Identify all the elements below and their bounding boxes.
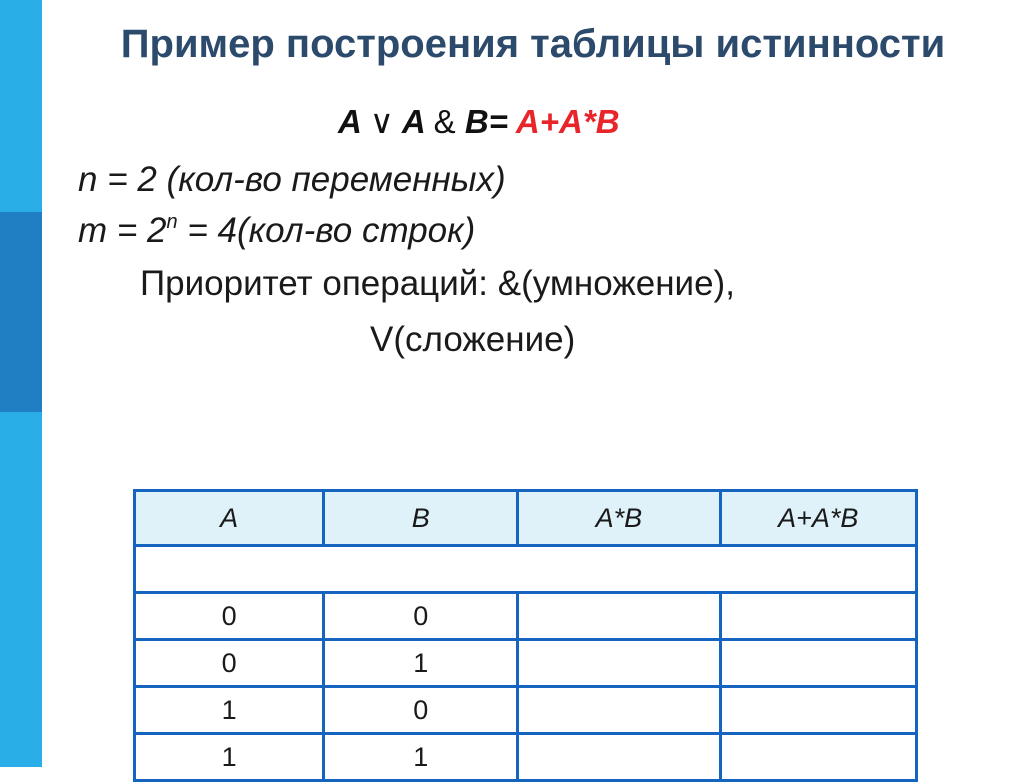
cell-b: 1 [324,640,518,687]
header-b: B [324,491,518,546]
cell-a: 0 [135,640,324,687]
formula-b: B= [464,103,508,140]
formula-and: & [433,103,456,140]
table-row [135,593,917,640]
priority-line-1: Приоритет операций: &(умножение), [140,264,735,303]
formula-a2: A [401,103,425,140]
cell-result [720,734,916,781]
header-a-and-b: A*B [518,491,720,546]
cell-a-and-b [518,640,720,687]
rows-count-suffix: = 4(кол-во строк) [177,211,476,250]
slide-title: Пример построения таблицы истинности [120,22,946,66]
cell-a-and-b [518,687,720,734]
rows-count-line [78,211,475,251]
table-header-row [135,491,917,546]
cell-a: 1 [135,687,324,734]
priority-line-2: V(сложение) [370,320,576,359]
side-bar-segment-bottom [0,412,42,767]
variables-count-line: n = 2 (кол-во переменных) [78,160,506,199]
header-result: A+A*B [720,491,916,546]
table-row [135,640,917,687]
cell-b: 1 [324,734,518,781]
formula-a1: A [338,103,361,140]
rows-count-prefix: m = 2 [78,211,167,250]
side-accent-bar [0,0,42,767]
formula-or: ∨ [369,103,394,140]
cell-b: 0 [324,687,518,734]
formula-result: A+A*B [515,103,620,140]
cell-a: 1 [135,734,324,781]
table-row [135,687,917,734]
cell-result [720,640,916,687]
table-row [135,734,917,781]
cell-a-and-b [518,734,720,781]
header-a: A [135,491,324,546]
header-gap [135,546,917,593]
truth-table [133,489,918,782]
rows-count-exponent: n [166,211,178,233]
formula [338,102,620,141]
cell-a: 0 [135,593,324,640]
cell-result [720,593,916,640]
header-gap-cell [135,546,917,593]
cell-a-and-b [518,593,720,640]
cell-b: 0 [324,593,518,640]
side-bar-segment-middle [0,212,42,412]
side-bar-segment-top [0,0,42,212]
cell-result [720,687,916,734]
